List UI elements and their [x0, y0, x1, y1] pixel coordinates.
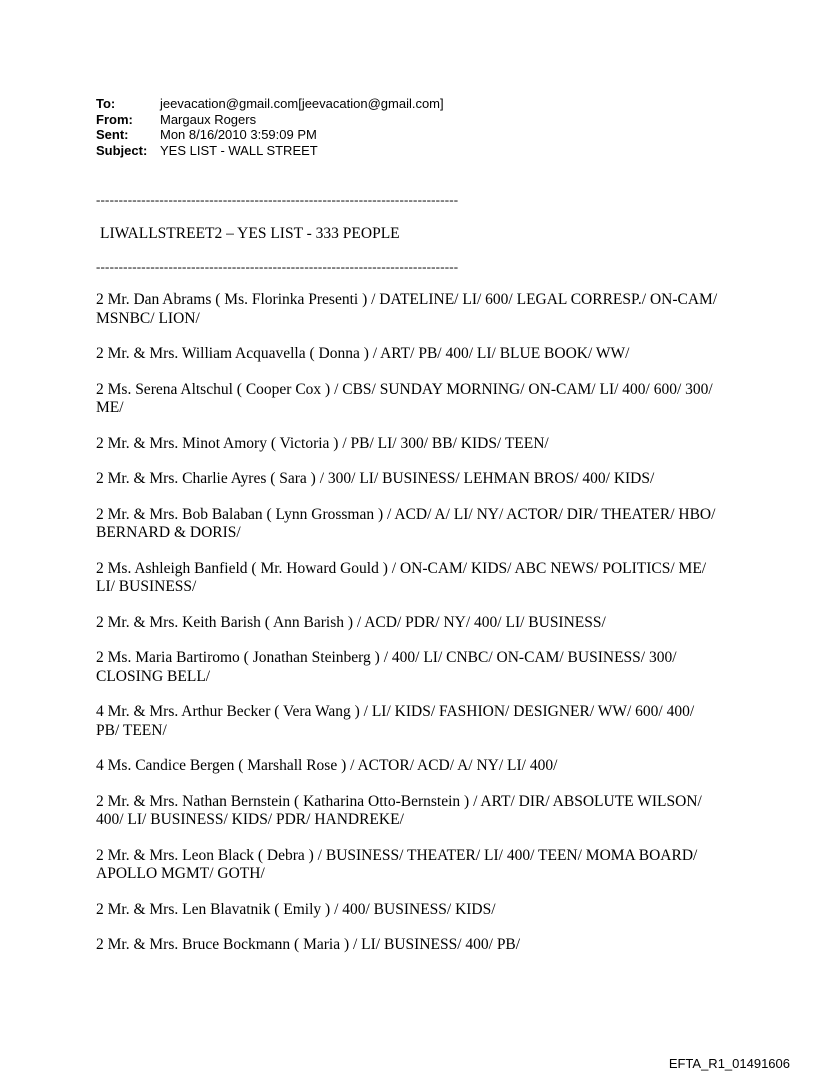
- sent-value: Mon 8/16/2010 3:59:09 PM: [160, 127, 317, 142]
- list-item: 2 Mr. & Mrs. Minot Amory ( Victoria ) / PB/ LI/ 300/ BB/ KIDS/ TEEN/: [96, 434, 549, 452]
- list-item: 2 Mr. & Mrs. Keith Barish ( Ann Barish ) / ACD/ PDR/ NY/ 400/ LI/ BUSINESS/: [96, 613, 606, 631]
- from-row: [96, 112, 444, 128]
- list-item: 4 Ms. Candice Bergen ( Marshall Rose ) / ACTOR/ ACD/ A/ NY/ LI/ 400/: [96, 757, 558, 774]
- subject-label: Subject:: [96, 142, 148, 158]
- list-item: 4 Mr. & Mrs. Arthur Becker ( Vera Wang ) / LI/ KIDS/ FASHION/ DESIGNER/ WW/ 600/ 400/ PB/ TEEN/: [96, 703, 695, 739]
- sent-label: Sent:: [96, 127, 129, 142]
- to-label: To:: [96, 96, 116, 111]
- list-item: 2 Ms. Ashleigh Banfield ( Mr. Howard Gould ) / ON-CAM/ KIDS/ ABC NEWS/ POLITICS/ ME/ LI/ BUSINESS/: [96, 559, 707, 595]
- list-item: 2 Mr. & Mrs. Bob Balaban ( Lynn Grossman ) / ACD/ A/ LI/ NY/ ACTOR/ DIR/ THEATER/ HBO/ BERNARD & DORIS/: [96, 505, 716, 541]
- list-title: LIWALLSTREET2 – YES LIST - 333 PEOPLE: [100, 225, 400, 242]
- email-header: [96, 96, 444, 158]
- list-item: 2 Mr. & Mrs. Len Blavatnik ( Emily ) / 400/ BUSINESS/ KIDS/: [96, 900, 496, 918]
- list-item: 2 Ms. Maria Bartiromo ( Jonathan Steinberg ) / 400/ LI/ CNBC/ ON-CAM/ BUSINESS/ 300/ CLOSING BELL/: [96, 649, 677, 685]
- to-value: jeevacation@gmail.com[jeevacation@gmail.com]: [160, 96, 444, 111]
- list-item: 2 Mr. & Mrs. William Acquavella ( Donna ) / ART/ PB/ 400/ LI/ BLUE BOOK/ WW/: [96, 345, 630, 362]
- list-item: 2 Mr. & Mrs. Leon Black ( Debra ) / BUSINESS/ THEATER/ LI/ 400/ TEEN/ MOMA BOARD/ APOLLO MGMT/ GOTH/: [96, 846, 698, 882]
- subject-row: [96, 143, 444, 159]
- from-label: From:: [96, 111, 133, 127]
- sent-row: [96, 127, 444, 143]
- subject-value: YES LIST - WALL STREET: [160, 142, 318, 158]
- list-item: 2 Mr. & Mrs. Charlie Ayres ( Sara ) / 300/ LI/ BUSINESS/ LEHMAN BROS/ 400/ KIDS/: [96, 470, 655, 487]
- document-id: EFTA_R1_01491606: [668, 1056, 790, 1071]
- to-row: [96, 96, 444, 112]
- list-item: 2 Mr. Dan Abrams ( Ms. Florinka Presenti ) / DATELINE/ LI/ 600/ LEGAL CORRESP./ ON-CAM/ MSNBC/ LION/: [96, 291, 718, 327]
- guest-list: [96, 291, 721, 972]
- list-item: 2 Ms. Serena Altschul ( Cooper Cox ) / CBS/ SUNDAY MORNING/ ON-CAM/ LI/ 400/ 600/ 300/ ME/: [96, 380, 713, 416]
- list-item: 2 Mr. & Mrs. Nathan Bernstein ( Katharina Otto-Bernstein ) / ART/ DIR/ ABSOLUTE WILSON/ 400/ LI/ BUSINESS/ KIDS/ PDR/ HANDREKE/: [96, 792, 702, 828]
- from-value: Margaux Rogers: [160, 111, 257, 127]
- list-item: 2 Mr. & Mrs. Bruce Bockmann ( Maria ) / LI/ BUSINESS/ 400/ PB/: [96, 936, 521, 953]
- bottom-divider: --------------------------------------------------------------------------------: [96, 259, 459, 274]
- top-divider: --------------------------------------------------------------------------------: [96, 192, 459, 207]
